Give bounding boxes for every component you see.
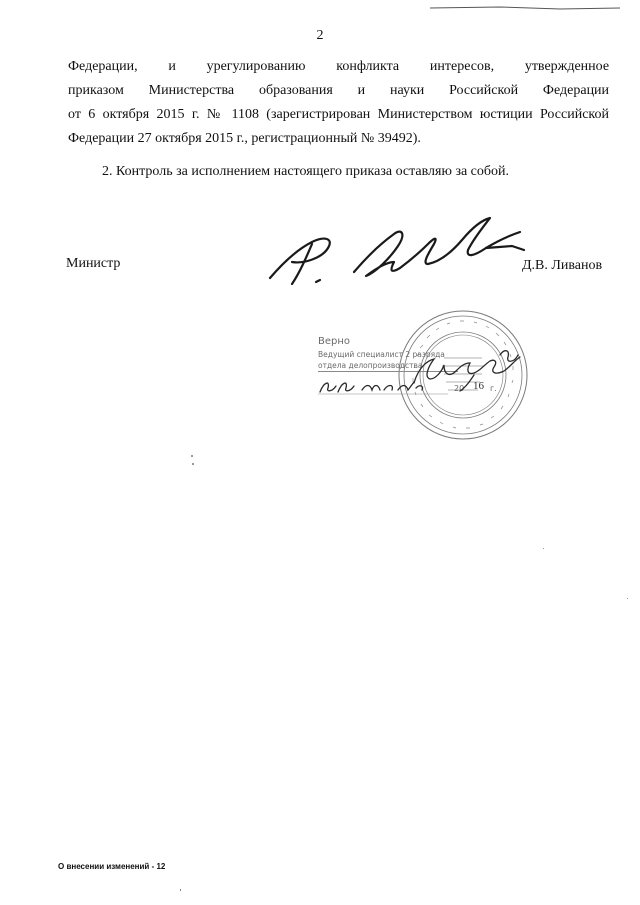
signer-position: Министр <box>66 256 121 271</box>
paragraph-1-line-2: приказом Министерства образования и науки Российской Федерации <box>68 83 610 98</box>
paragraph-1-line-4: Федерации 27 октября 2015 г., регистрационный № 39492). <box>68 131 421 146</box>
certification-mark: Верно <box>318 336 351 347</box>
certification-year-prefix: 20 <box>454 384 465 393</box>
scan-speck <box>191 455 193 457</box>
paragraph-1-line-1: Федерации, и урегулированию конфликта интересов, утвержденное <box>68 59 610 74</box>
certification-year: 16 <box>473 380 484 392</box>
scan-artifact-line <box>430 5 620 11</box>
scan-speck <box>543 548 544 549</box>
signer-name: Д.В. Ливанов <box>522 258 603 273</box>
scan-speck <box>180 889 181 891</box>
certification-line-1: Ведущий специалист 2 разряда <box>318 350 445 359</box>
handwritten-initials <box>404 345 534 395</box>
scan-speck <box>192 463 194 465</box>
paragraph-1 <box>68 55 609 151</box>
paragraph-1-line-3: от 6 октября 2015 г. № 1108 (зарегистрирован Министерством юстиции Российской <box>68 107 609 122</box>
page-number: 2 <box>316 28 324 43</box>
certification-line-2: отдела делопроизводства <box>318 360 458 372</box>
certification-year-end: г. <box>490 384 497 393</box>
item-2-text: 2. Контроль за исполнением настоящего приказа оставляю за собой. <box>102 164 510 179</box>
footer-reference: О внесении изменений - 12 <box>58 862 166 871</box>
scan-speck <box>627 598 628 599</box>
handwritten-signature <box>262 212 537 292</box>
